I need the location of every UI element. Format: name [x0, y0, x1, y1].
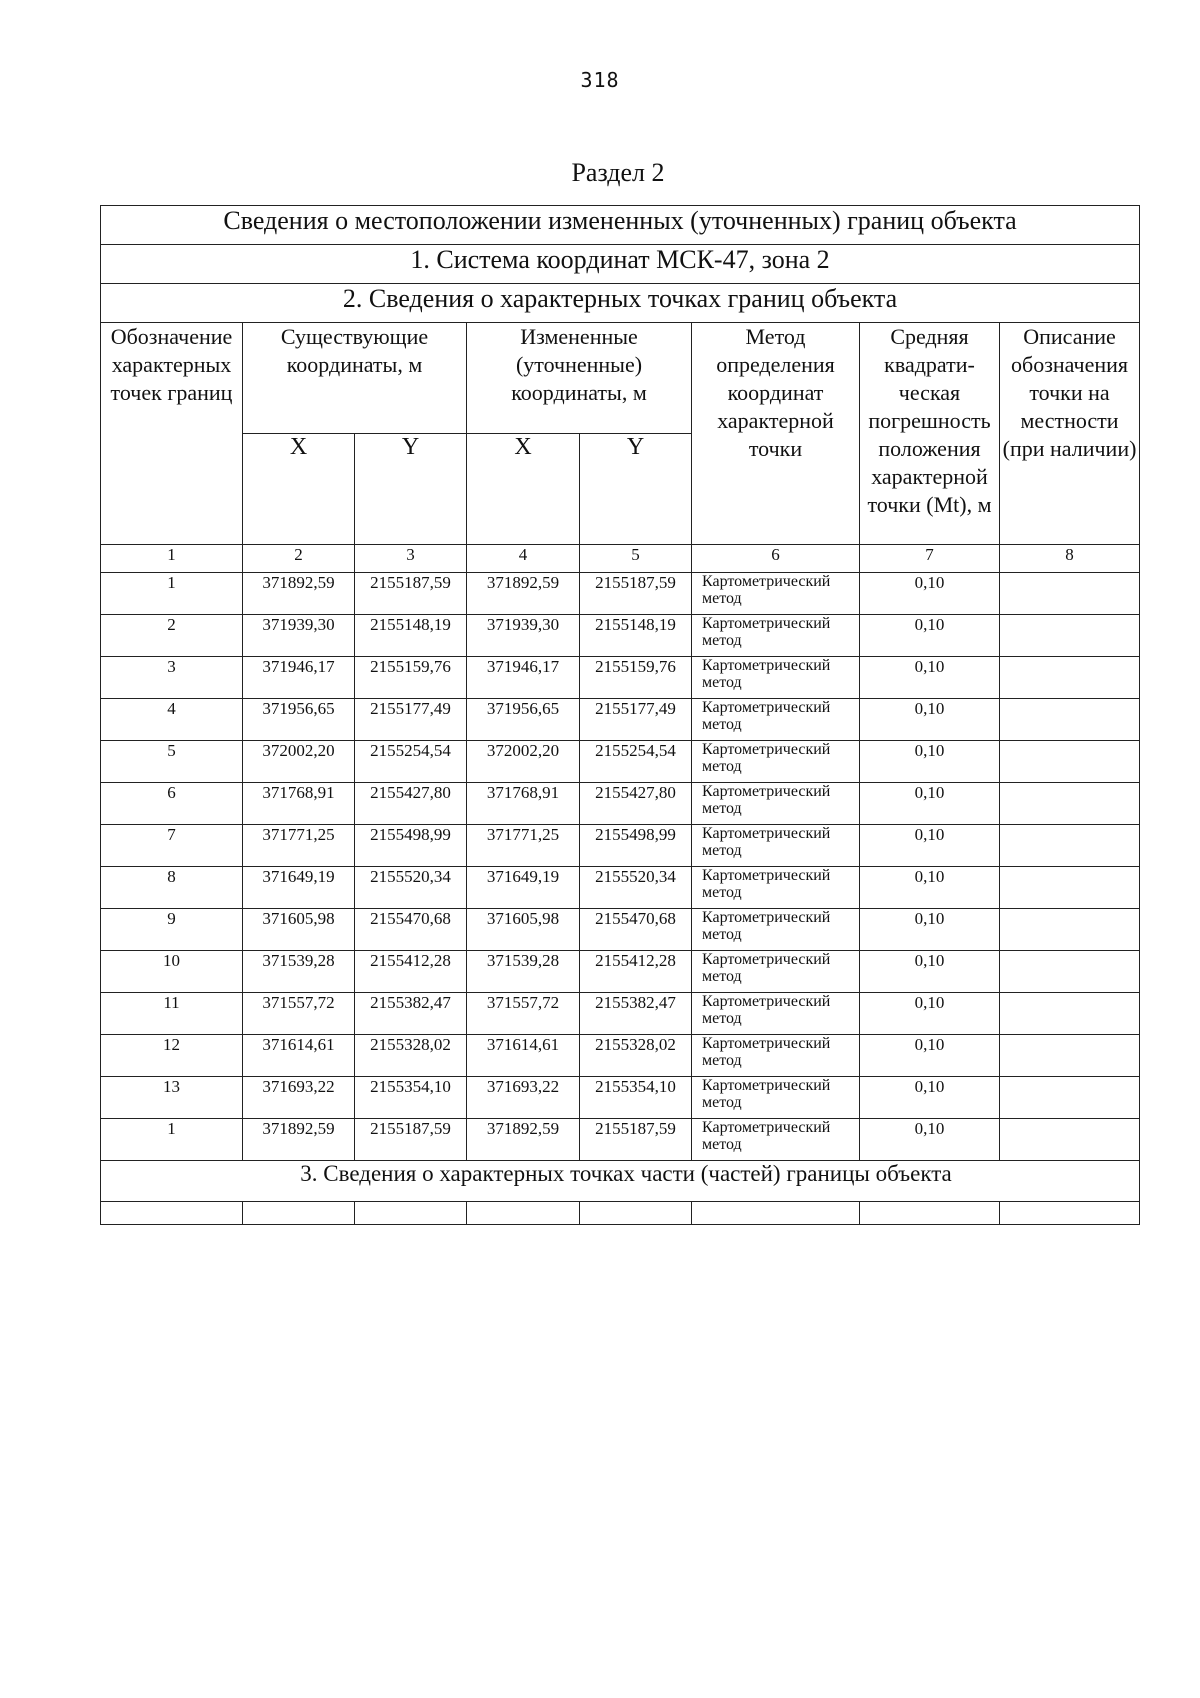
description-cell: [1000, 909, 1140, 951]
changed-x-cell: 371946,17: [467, 657, 580, 699]
header-changed-coordinates: Измененные (уточненные) координаты, м: [467, 323, 692, 434]
column-number: 6: [692, 545, 860, 573]
description-cell: [1000, 573, 1140, 615]
table-row: [101, 615, 1140, 657]
mean-error-cell: 0,10: [860, 951, 1000, 993]
coordinate-system-row: [101, 245, 1140, 284]
mean-error-cell: 0,10: [860, 1077, 1000, 1119]
method-cell: Картометрический метод: [692, 825, 860, 867]
changed-x-cell: 372002,20: [467, 741, 580, 783]
mean-error-cell: 0,10: [860, 825, 1000, 867]
method-cell: Картометрический метод: [692, 573, 860, 615]
empty-cell: [467, 1202, 580, 1225]
header-method: Метод определения координат характерной точки: [692, 323, 860, 545]
method-cell: Картометрический метод: [692, 951, 860, 993]
point-number-cell: 5: [101, 741, 243, 783]
column-number: 3: [355, 545, 467, 573]
changed-y-cell: 2155470,68: [580, 909, 692, 951]
existing-y-cell: 2155412,28: [355, 951, 467, 993]
changed-y-cell: 2155254,54: [580, 741, 692, 783]
boundary-points-table: [100, 205, 1140, 1225]
existing-x-cell: 371771,25: [243, 825, 355, 867]
column-number: 2: [243, 545, 355, 573]
changed-x-cell: 371557,72: [467, 993, 580, 1035]
header-existing-coordinates: Существующие координаты, м: [243, 323, 467, 434]
mean-error-cell: 0,10: [860, 699, 1000, 741]
point-number-cell: 13: [101, 1077, 243, 1119]
point-number-cell: 6: [101, 783, 243, 825]
description-cell: [1000, 1077, 1140, 1119]
changed-y-cell: 2155382,47: [580, 993, 692, 1035]
point-number-cell: 1: [101, 573, 243, 615]
method-cell: Картометрический метод: [692, 741, 860, 783]
empty-cell: [692, 1202, 860, 1225]
table-row: [101, 741, 1140, 783]
header-x-existing: X: [243, 434, 355, 545]
changed-y-cell: 2155354,10: [580, 1077, 692, 1119]
method-cell: Картометрический метод: [692, 1077, 860, 1119]
existing-y-cell: 2155470,68: [355, 909, 467, 951]
changed-x-cell: 371539,28: [467, 951, 580, 993]
column-number: 4: [467, 545, 580, 573]
description-cell: [1000, 867, 1140, 909]
changed-x-cell: 371614,61: [467, 1035, 580, 1077]
mean-error-cell: 0,10: [860, 993, 1000, 1035]
changed-y-cell: 2155412,28: [580, 951, 692, 993]
existing-x-cell: 371539,28: [243, 951, 355, 993]
empty-cell: [1000, 1202, 1140, 1225]
method-cell: Картометрический метод: [692, 909, 860, 951]
existing-y-cell: 2155254,54: [355, 741, 467, 783]
description-cell: [1000, 825, 1140, 867]
description-cell: [1000, 699, 1140, 741]
empty-cell: [101, 1202, 243, 1225]
table-row: [101, 825, 1140, 867]
changed-y-cell: 2155177,49: [580, 699, 692, 741]
points-section-label: 2. Сведения о характерных точках границ объекта: [101, 284, 1140, 323]
empty-row: [101, 1202, 1140, 1225]
header-mean-error: Средняя квадрати-ческая погрешность положения характерной точки (Mt), м: [860, 323, 1000, 545]
existing-x-cell: 371946,17: [243, 657, 355, 699]
column-number: 1: [101, 545, 243, 573]
method-cell: Картометрический метод: [692, 1035, 860, 1077]
existing-y-cell: 2155187,59: [355, 573, 467, 615]
table-row: [101, 1035, 1140, 1077]
method-cell: Картометрический метод: [692, 615, 860, 657]
header-point-description: Описание обозначения точки на местности (при наличии): [1000, 323, 1140, 545]
description-cell: [1000, 1119, 1140, 1161]
table-row: [101, 699, 1140, 741]
changed-x-cell: 371768,91: [467, 783, 580, 825]
coordinate-system-label: 1. Система координат МСК-47, зона 2: [101, 245, 1140, 284]
changed-y-cell: 2155498,99: [580, 825, 692, 867]
changed-y-cell: 2155328,02: [580, 1035, 692, 1077]
point-number-cell: 3: [101, 657, 243, 699]
existing-x-cell: 371892,59: [243, 1119, 355, 1161]
empty-cell: [243, 1202, 355, 1225]
table-row: [101, 951, 1140, 993]
existing-x-cell: 371649,19: [243, 867, 355, 909]
point-number-cell: 7: [101, 825, 243, 867]
header-x-changed: X: [467, 434, 580, 545]
column-number: 7: [860, 545, 1000, 573]
changed-y-cell: 2155187,59: [580, 573, 692, 615]
table-row: [101, 1119, 1140, 1161]
existing-x-cell: 371956,65: [243, 699, 355, 741]
column-number: 8: [1000, 545, 1140, 573]
existing-y-cell: 2155177,49: [355, 699, 467, 741]
changed-y-cell: 2155520,34: [580, 867, 692, 909]
existing-x-cell: 371892,59: [243, 573, 355, 615]
existing-y-cell: 2155148,19: [355, 615, 467, 657]
changed-x-cell: 371693,22: [467, 1077, 580, 1119]
empty-cell: [860, 1202, 1000, 1225]
changed-y-cell: 2155187,59: [580, 1119, 692, 1161]
method-cell: Картометрический метод: [692, 993, 860, 1035]
existing-x-cell: 371557,72: [243, 993, 355, 1035]
empty-cell: [355, 1202, 467, 1225]
existing-y-cell: 2155382,47: [355, 993, 467, 1035]
changed-x-cell: 371939,30: [467, 615, 580, 657]
existing-y-cell: 2155427,80: [355, 783, 467, 825]
changed-y-cell: 2155159,76: [580, 657, 692, 699]
table-row: [101, 867, 1140, 909]
method-cell: Картометрический метод: [692, 1119, 860, 1161]
table-title: Сведения о местоположении измененных (уточненных) границ объекта: [101, 206, 1140, 245]
header-y-existing: Y: [355, 434, 467, 545]
mean-error-cell: 0,10: [860, 909, 1000, 951]
header-y-changed: Y: [580, 434, 692, 545]
table-row: [101, 573, 1140, 615]
points-section-row: [101, 284, 1140, 323]
description-cell: [1000, 783, 1140, 825]
mean-error-cell: 0,10: [860, 867, 1000, 909]
point-number-cell: 12: [101, 1035, 243, 1077]
point-number-cell: 11: [101, 993, 243, 1035]
point-number-cell: 10: [101, 951, 243, 993]
description-cell: [1000, 993, 1140, 1035]
existing-x-cell: 371693,22: [243, 1077, 355, 1119]
point-number-cell: 8: [101, 867, 243, 909]
changed-x-cell: 371956,65: [467, 699, 580, 741]
method-cell: Картометрический метод: [692, 867, 860, 909]
section-title: Раздел 2: [571, 158, 665, 187]
empty-cell: [580, 1202, 692, 1225]
changed-x-cell: 371649,19: [467, 867, 580, 909]
parts-section-label: 3. Сведения о характерных точках части (частей) границы объекта: [101, 1161, 1140, 1202]
changed-y-cell: 2155427,80: [580, 783, 692, 825]
mean-error-cell: 0,10: [860, 615, 1000, 657]
existing-y-cell: 2155520,34: [355, 867, 467, 909]
parts-section-row: [101, 1161, 1140, 1202]
mean-error-cell: 0,10: [860, 573, 1000, 615]
table-row: [101, 657, 1140, 699]
description-cell: [1000, 1035, 1140, 1077]
existing-x-cell: 371605,98: [243, 909, 355, 951]
existing-x-cell: 371614,61: [243, 1035, 355, 1077]
existing-y-cell: 2155159,76: [355, 657, 467, 699]
column-numbers-row: [101, 545, 1140, 573]
table-title-row: [101, 206, 1140, 245]
header-point-designation: Обозначение характерных точек границ: [101, 323, 243, 545]
point-number-cell: 9: [101, 909, 243, 951]
table-row: [101, 993, 1140, 1035]
existing-y-cell: 2155328,02: [355, 1035, 467, 1077]
changed-x-cell: 371892,59: [467, 1119, 580, 1161]
header-row: [101, 323, 1140, 434]
mean-error-cell: 0,10: [860, 783, 1000, 825]
mean-error-cell: 0,10: [860, 1119, 1000, 1161]
existing-x-cell: 371768,91: [243, 783, 355, 825]
method-cell: Картометрический метод: [692, 657, 860, 699]
table-row: [101, 1077, 1140, 1119]
point-number-cell: 4: [101, 699, 243, 741]
mean-error-cell: 0,10: [860, 741, 1000, 783]
column-number: 5: [580, 545, 692, 573]
existing-y-cell: 2155498,99: [355, 825, 467, 867]
existing-y-cell: 2155354,10: [355, 1077, 467, 1119]
changed-x-cell: 371892,59: [467, 573, 580, 615]
description-cell: [1000, 615, 1140, 657]
mean-error-cell: 0,10: [860, 1035, 1000, 1077]
existing-y-cell: 2155187,59: [355, 1119, 467, 1161]
existing-x-cell: 372002,20: [243, 741, 355, 783]
page-number: 318: [580, 68, 620, 92]
table-row: [101, 783, 1140, 825]
description-cell: [1000, 741, 1140, 783]
point-number-cell: 1: [101, 1119, 243, 1161]
table-row: [101, 909, 1140, 951]
point-number-cell: 2: [101, 615, 243, 657]
changed-x-cell: 371605,98: [467, 909, 580, 951]
changed-x-cell: 371771,25: [467, 825, 580, 867]
description-cell: [1000, 657, 1140, 699]
mean-error-cell: 0,10: [860, 657, 1000, 699]
method-cell: Картометрический метод: [692, 699, 860, 741]
method-cell: Картометрический метод: [692, 783, 860, 825]
changed-y-cell: 2155148,19: [580, 615, 692, 657]
existing-x-cell: 371939,30: [243, 615, 355, 657]
description-cell: [1000, 951, 1140, 993]
